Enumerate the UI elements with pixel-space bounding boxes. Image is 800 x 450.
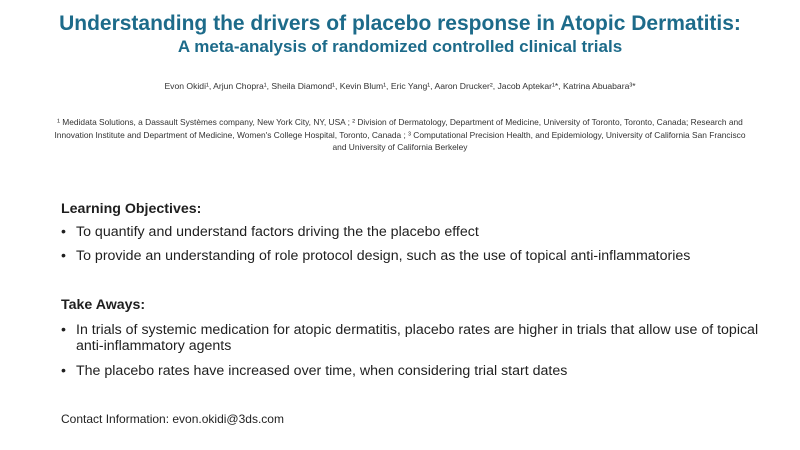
bullet-icon: • xyxy=(61,322,66,338)
author-list: Evon Okidi¹, Arjun Chopra¹, Sheila Diamond¹, Kevin Blum¹, Eric Yang¹, Aaron Drucker², Jacob Aptekar¹*, Katrina Abuabara³* xyxy=(164,81,636,91)
list-item-text: In trials of systemic medication for atopic dermatitis, placebo rates are higher in trials that allow use of topical anti-inflammatory agents xyxy=(76,322,759,354)
learning-objectives-heading: Learning Objectives: xyxy=(61,201,202,217)
poster-subtitle: A meta-analysis of randomized controlled clinical trials xyxy=(177,37,623,56)
take-aways-list xyxy=(61,322,761,379)
affiliation-list: ¹ Medidata Solutions, a Dassault Systèmes company, New York City, NY, USA ; ² Division of Dermatology, Department of Medicine, University of Toronto, Toronto, Canada; Research and Innovation Institute and Department of Medicine, Women's College Hospital, Toronto, Canada ; ³ Computational Precision Health, and Epidemiology, University of California San Francisco and University of California Berkeley xyxy=(54,117,746,152)
list-item-text: To provide an understanding of role protocol design, such as the use of topical anti-inflammatories xyxy=(76,248,691,264)
learning-objectives-list xyxy=(61,224,761,264)
list-item-text: The placebo rates have increased over time, when considering trial start dates xyxy=(76,363,568,379)
bullet-icon: • xyxy=(61,248,66,264)
take-aways-heading: Take Aways: xyxy=(61,297,146,313)
list-item-text: To quantify and understand factors driving the the placebo effect xyxy=(76,224,479,240)
list-item xyxy=(61,363,761,379)
poster-title: Understanding the drivers of placebo response in Atopic Dermatitis: xyxy=(59,12,741,35)
bullet-icon: • xyxy=(61,224,66,240)
list-item xyxy=(61,248,761,264)
bullet-icon: • xyxy=(61,363,66,379)
list-item xyxy=(61,224,761,240)
contact-information: Contact Information: evon.okidi@3ds.com xyxy=(61,412,284,426)
list-item xyxy=(61,322,761,354)
